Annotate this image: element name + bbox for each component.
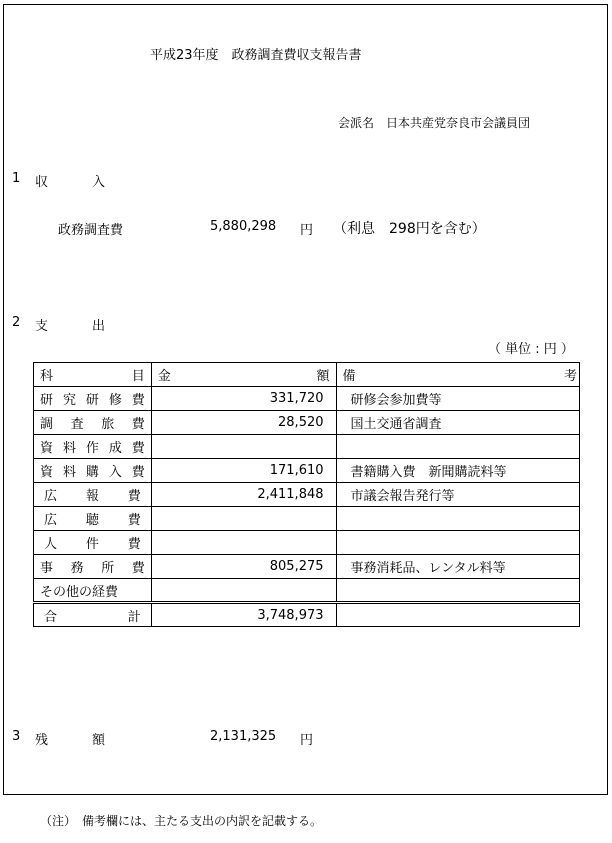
header-amount-a: 金 bbox=[157, 369, 171, 384]
expenditure-table bbox=[33, 362, 580, 627]
row-item: 人件費 bbox=[34, 531, 152, 555]
header-item-a: 科 bbox=[40, 369, 54, 384]
header-remarks-b: 考 bbox=[563, 369, 577, 384]
total-row bbox=[34, 603, 580, 627]
income-item-label: 政務調査費 bbox=[58, 223, 124, 238]
row-item: 広聴費 bbox=[34, 507, 152, 531]
table-row bbox=[34, 483, 580, 507]
table-row bbox=[34, 411, 580, 435]
table-row bbox=[34, 435, 580, 459]
table-row bbox=[34, 387, 580, 411]
balance-heading-char2: 額 bbox=[92, 733, 106, 748]
row-amount bbox=[151, 531, 336, 555]
unit-note: （ 単位 : 円 ） bbox=[488, 342, 574, 357]
row-remarks bbox=[336, 507, 579, 531]
header-item-b: 目 bbox=[131, 369, 145, 384]
row-item: 調査旅費 bbox=[34, 411, 152, 435]
row-remarks bbox=[336, 435, 579, 459]
table-header-row bbox=[34, 363, 580, 387]
expenditure-heading-char2: 出 bbox=[92, 319, 106, 334]
row-amount bbox=[151, 507, 336, 531]
row-remarks: 国土交通省調査 bbox=[336, 411, 579, 435]
table-row bbox=[34, 507, 580, 531]
table-row bbox=[34, 459, 580, 483]
table-row bbox=[34, 555, 580, 579]
row-amount: 2,411,848 bbox=[151, 483, 336, 507]
row-remarks: 事務消耗品、レンタル料等 bbox=[336, 555, 579, 579]
row-amount bbox=[151, 435, 336, 459]
table-row bbox=[34, 531, 580, 555]
total-amount: 3,748,973 bbox=[151, 603, 336, 627]
balance-unit: 円 bbox=[300, 733, 314, 748]
row-item: 資料購入費 bbox=[34, 459, 152, 483]
row-item: 研究研修費 bbox=[34, 387, 152, 411]
row-remarks: 研修会参加費等 bbox=[336, 387, 579, 411]
row-item: 広報費 bbox=[34, 483, 152, 507]
income-heading-char2: 入 bbox=[92, 175, 106, 190]
income-heading-char1: 収 bbox=[35, 175, 49, 190]
row-remarks bbox=[336, 579, 579, 603]
row-remarks bbox=[336, 531, 579, 555]
table-row bbox=[34, 579, 580, 603]
income-interest-note: （利息 298円を含む） bbox=[333, 221, 486, 237]
row-amount: 805,275 bbox=[151, 555, 336, 579]
income-amount: 5,880,298 bbox=[210, 219, 277, 234]
footnote: （注） 備考欄には、主たる支出の内訳を記載する。 bbox=[40, 814, 323, 828]
row-item: 事務所費 bbox=[34, 555, 152, 579]
balance-amount: 2,131,325 bbox=[210, 729, 277, 744]
row-remarks: 市議会報告発行等 bbox=[336, 483, 579, 507]
row-amount: 171,610 bbox=[151, 459, 336, 483]
row-amount bbox=[151, 579, 336, 603]
report-title: 平成23年度 政務調査費収支報告書 bbox=[150, 48, 362, 63]
row-amount: 28,520 bbox=[151, 411, 336, 435]
balance-heading-number: 3 bbox=[12, 729, 21, 744]
row-item: その他の経費 bbox=[34, 579, 152, 603]
income-unit: 円 bbox=[300, 223, 314, 238]
row-remarks: 書籍購入費 新聞購読料等 bbox=[336, 459, 579, 483]
header-remarks-a: 備 bbox=[342, 369, 356, 384]
total-remarks bbox=[336, 603, 579, 627]
balance-heading-char1: 残 bbox=[35, 733, 49, 748]
row-item: 資料作成費 bbox=[34, 435, 152, 459]
expenditure-heading-char1: 支 bbox=[35, 319, 49, 334]
header-amount-b: 額 bbox=[316, 369, 330, 384]
total-label: 合 計 bbox=[34, 603, 152, 627]
income-heading-number: 1 bbox=[12, 171, 21, 186]
row-amount: 331,720 bbox=[151, 387, 336, 411]
faction-name: 会派名 日本共産党奈良市会議員団 bbox=[338, 116, 531, 130]
expenditure-heading-number: 2 bbox=[12, 315, 21, 330]
